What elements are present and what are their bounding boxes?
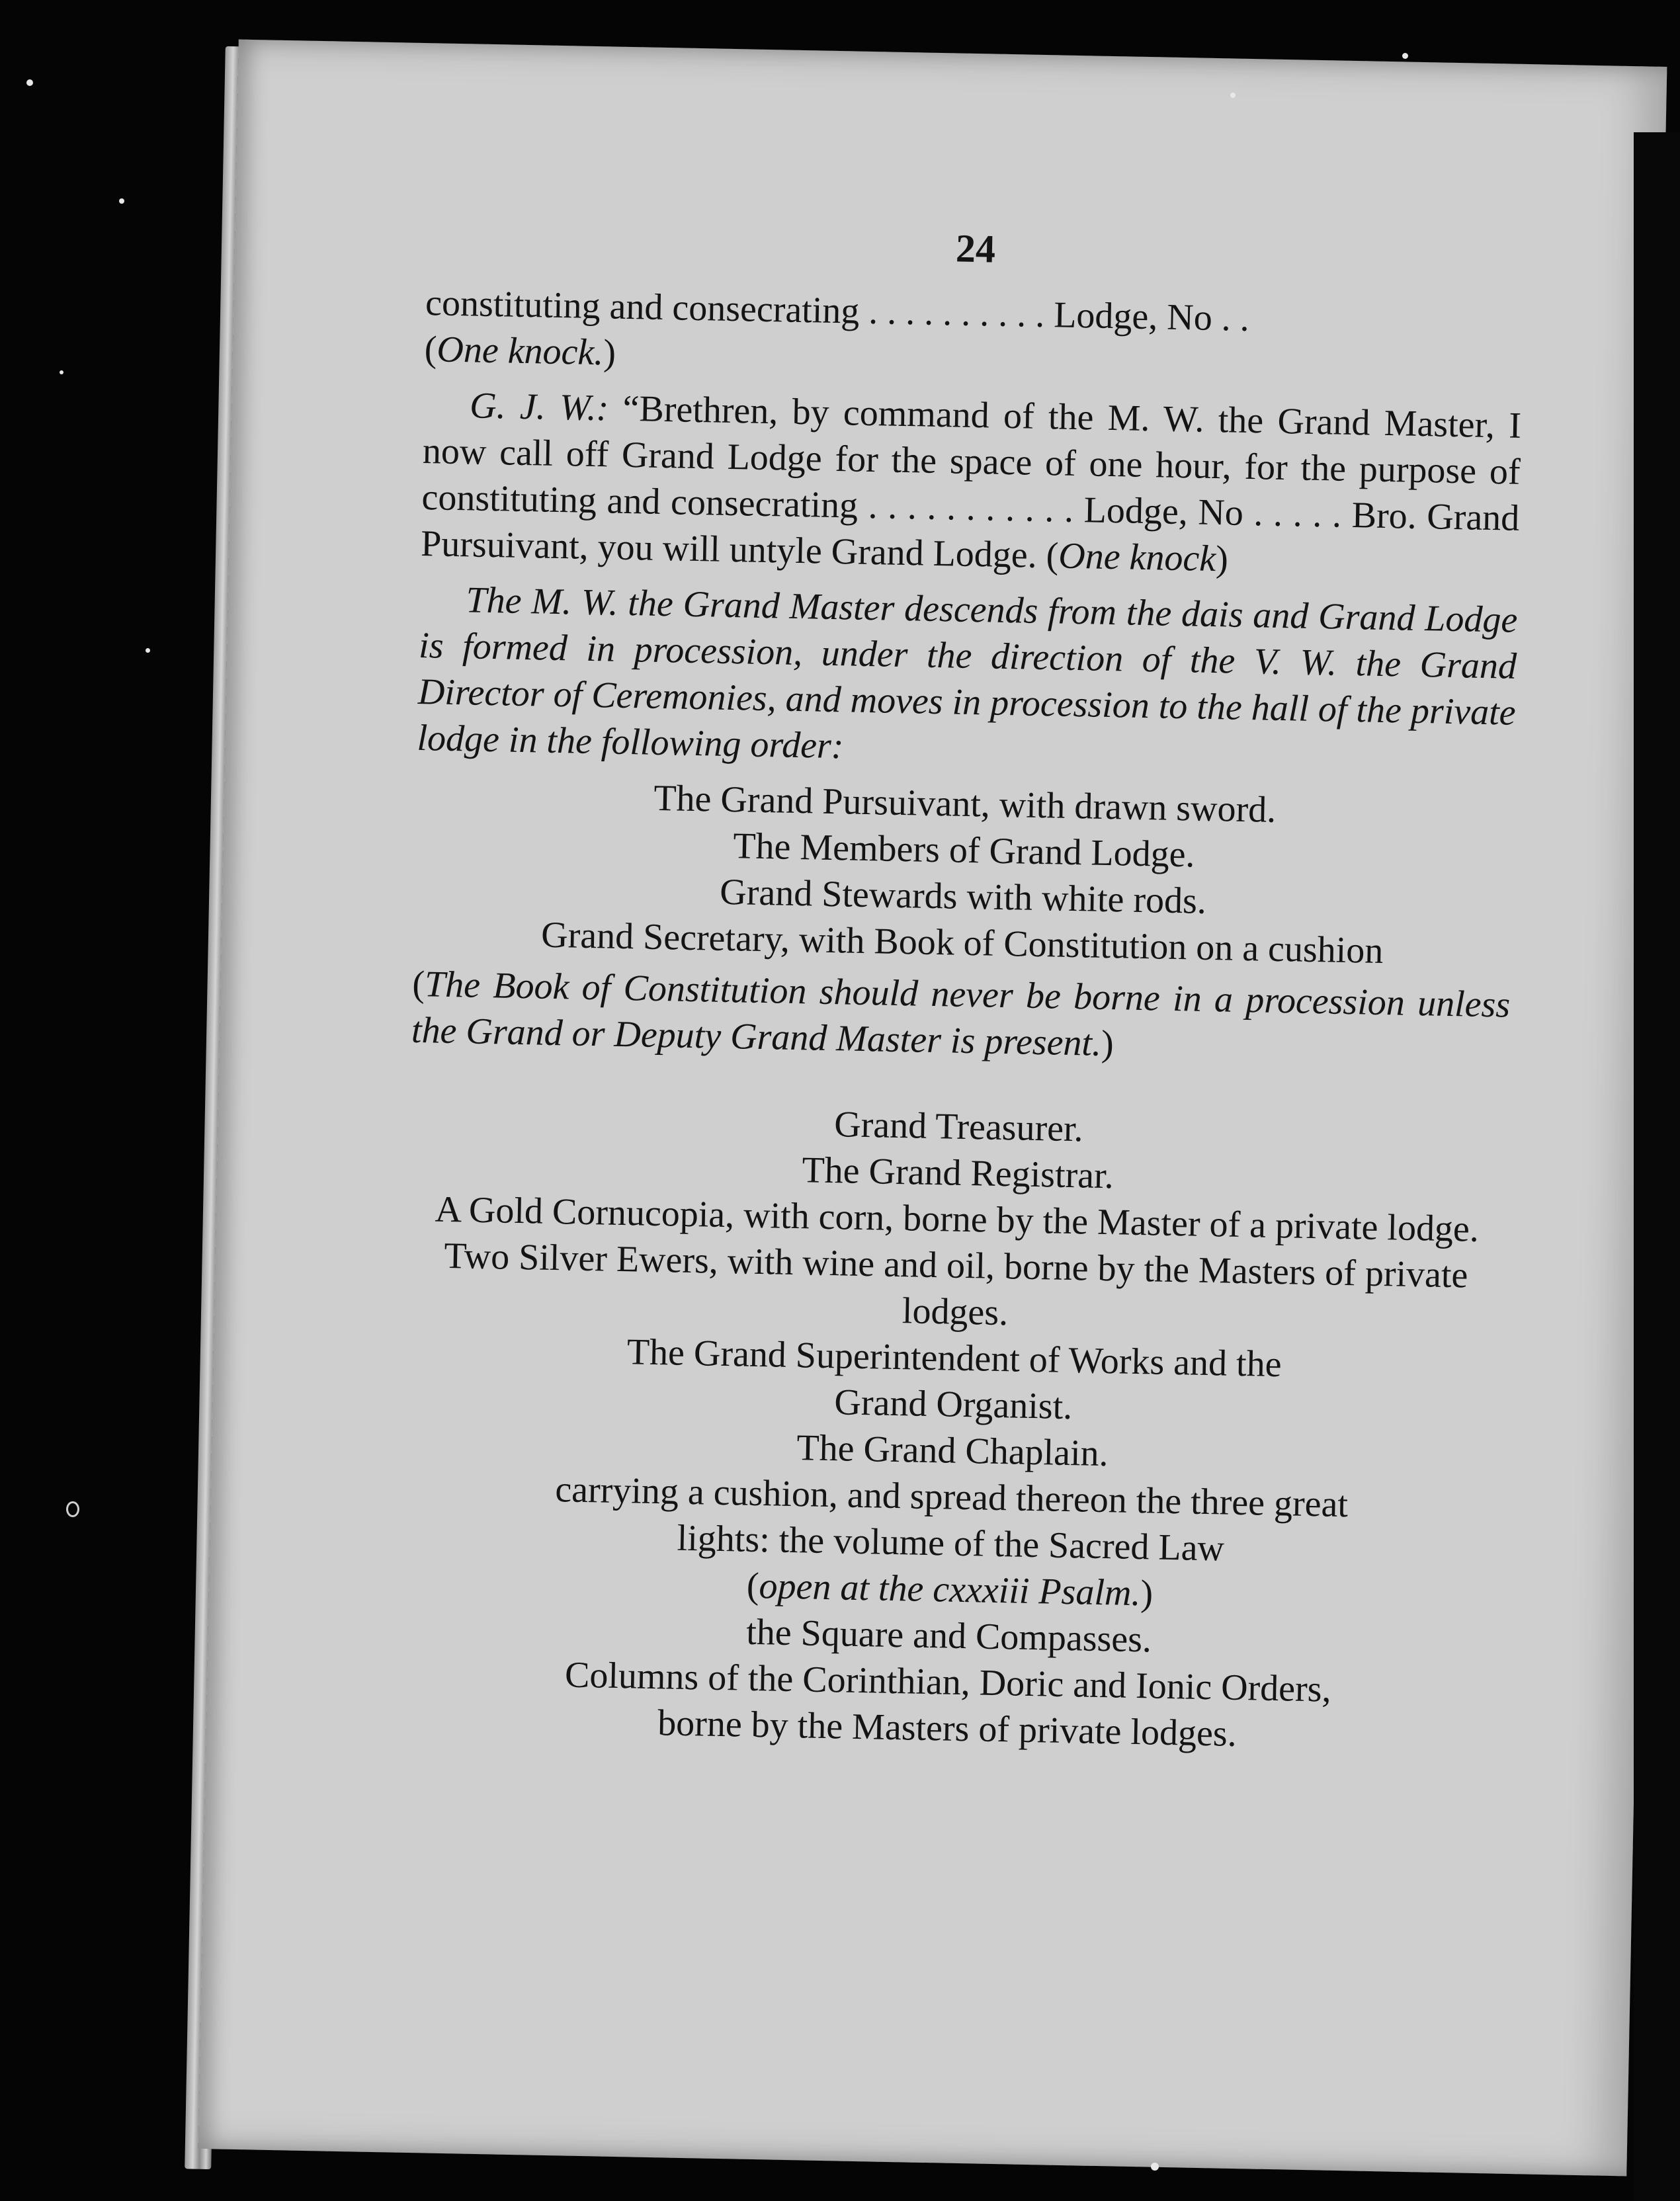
procession-secretary: Grand Secretary, with Book of Constitution on a cushion: [540, 914, 1384, 972]
procession-columns: Columns of the Corinthian, Doric and Ionic Orders,: [564, 1654, 1332, 1710]
rubric-paragraph: The M. W. the Grand Master descends from the dais and Grand Lodge is formed in procession, under the direction of the V. W. the Grand Director of Ceremonies, and moves in procession to the hall of the private lodge in the following order:: [416, 579, 1518, 767]
dust-speck: [1402, 53, 1408, 59]
constitution-note: (The Book of Constitution should never be borne in a procession unless the Grand or Deputy Grand Master is present.): [411, 963, 1511, 1065]
dust-speck: [26, 79, 33, 86]
procession-stewards: Grand Stewards with white rods.: [719, 871, 1207, 922]
dust-speck: [60, 370, 63, 374]
procession-lights: lights: the volume of the Sacred Law: [677, 1517, 1225, 1569]
dust-speck: [119, 198, 124, 204]
procession-square-compasses: the Square and Compasses.: [745, 1611, 1152, 1661]
line-one-knock: (One knock.): [424, 329, 616, 374]
dust-speck: [66, 1501, 79, 1517]
dust-speck: [146, 648, 150, 653]
procession-organist: Grand Organist.: [833, 1382, 1073, 1428]
procession-registrar: The Grand Registrar.: [801, 1149, 1114, 1197]
page-number: 24: [955, 226, 996, 271]
page-content: [398, 215, 1525, 1762]
procession-treasurer: Grand Treasurer.: [833, 1104, 1084, 1150]
procession-cornucopia: A Gold Cornucopia, with corn, borne by the Master of a private lodge. Two Silver Ewers, with wine and oil, borne by the Masters of private lodges.: [435, 1188, 1480, 1334]
gjw-text: “Brethren, by command of the M. W. the Grand Master, I now call off Grand Lodge for the space of one hour, for the purpose of constituting and consecrating . . . . . . . . . . . Lodge, No . . . . . Bro. Grand Pursuivant, you will untyle Grand Lodge. (: [420, 388, 1522, 577]
gjw-knock: One knock: [1058, 535, 1216, 580]
dust-speck: [1151, 2163, 1159, 2171]
facing-page-edge: [1634, 132, 1680, 2201]
procession-psalm: (open at the cxxxiii Psalm.): [746, 1565, 1154, 1614]
procession-superintendent: The Grand Superintendent of Works and the: [626, 1331, 1282, 1386]
line-constituting: constituting and consecrating . . . . . . . . . . Lodge, No . .: [425, 282, 1250, 339]
procession-chaplain: The Grand Chaplain.: [796, 1427, 1109, 1475]
book-page: [198, 40, 1667, 2177]
procession-cushion: carrying a cushion, and spread thereon the three great: [554, 1469, 1349, 1526]
dust-speck: [1230, 93, 1236, 98]
gjw-paragraph: G. J. W.: “Brethren, by command of the M. W. the Grand Master, I now call off Grand Lodge for the space of one hour, for the purpose of constituting and consecrating . . . . . . . . . . . Lodge, No . . . . . Bro. Grand Pursuivant, you will untyle Grand Lodge. (One knock): [420, 385, 1522, 580]
one-knock-italic: One knock.: [436, 329, 604, 374]
procession-members: The Members of Grand Lodge.: [732, 825, 1196, 876]
procession-columns-borne: borne by the Masters of private lodges.: [657, 1702, 1238, 1755]
gjw-speaker: G. J. W.:: [469, 385, 609, 429]
procession-grand-pursuivant: The Grand Pursuivant, with drawn sword.: [653, 777, 1277, 831]
